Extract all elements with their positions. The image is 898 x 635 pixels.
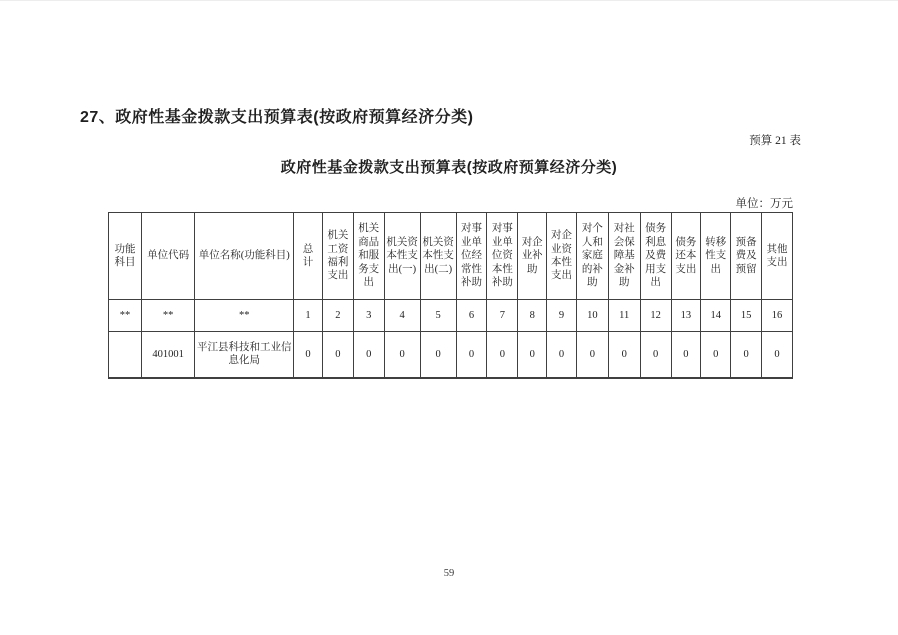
header-cell <box>456 213 487 300</box>
index-cell: 14 <box>701 300 731 332</box>
header-cell <box>701 213 731 300</box>
header-cell <box>353 213 384 300</box>
index-cell: 11 <box>608 300 640 332</box>
index-cell: 10 <box>576 300 608 332</box>
header-cell <box>420 213 456 300</box>
index-cell: ** <box>195 300 294 332</box>
data-cell: 0 <box>640 332 671 378</box>
index-cell: 3 <box>353 300 384 332</box>
header-cell <box>547 213 577 300</box>
index-cell: 6 <box>456 300 487 332</box>
data-cell: 0 <box>547 332 577 378</box>
column-index-row <box>109 300 793 332</box>
header-cell-label: 单位代码 <box>147 250 190 262</box>
data-cell: 401001 <box>141 332 194 378</box>
header-cell-label: 债务还本支出 <box>675 236 697 275</box>
page-number: 59 <box>443 568 455 579</box>
header-cell <box>141 213 194 300</box>
index-cell: 1 <box>294 300 323 332</box>
header-cell <box>576 213 608 300</box>
section-heading: 27、政府性基金拨款支出预算表(按政府预算经济分类) <box>80 109 474 126</box>
header-cell-label: 对事业单位资本性补助 <box>491 223 513 289</box>
header-cell <box>384 213 420 300</box>
index-cell: 9 <box>547 300 577 332</box>
header-cell <box>487 213 518 300</box>
table-row <box>109 332 793 378</box>
index-cell: 5 <box>420 300 456 332</box>
header-cell-label: 总计 <box>302 243 314 268</box>
data-cell: 0 <box>420 332 456 378</box>
data-cell: 0 <box>731 332 762 378</box>
unit-note: 单位：万元 <box>735 198 793 210</box>
index-cell: 8 <box>518 300 547 332</box>
header-cell-label: 对事业单位经常性补助 <box>461 223 483 289</box>
header-cell-label: 对企业补助 <box>521 236 543 275</box>
data-cell <box>109 332 142 378</box>
budget-table <box>108 212 793 379</box>
header-cell <box>608 213 640 300</box>
data-cell: 0 <box>518 332 547 378</box>
data-cell: 0 <box>576 332 608 378</box>
header-cell-label: 预备费及预留 <box>735 236 757 275</box>
data-cell: 0 <box>384 332 420 378</box>
header-cell <box>640 213 671 300</box>
header-row <box>109 213 793 300</box>
header-cell <box>731 213 762 300</box>
table-header <box>109 213 793 300</box>
index-cell: 12 <box>640 300 671 332</box>
index-cell: 4 <box>384 300 420 332</box>
header-cell <box>518 213 547 300</box>
header-cell-label: 机关资本性支出(二) <box>422 236 454 275</box>
index-cell: 15 <box>731 300 762 332</box>
data-cell: 0 <box>671 332 701 378</box>
header-cell <box>671 213 701 300</box>
header-cell-label: 机关商品和服务支出 <box>358 223 380 289</box>
header-cell <box>294 213 323 300</box>
page-top-border <box>0 0 898 1</box>
index-cell: ** <box>109 300 142 332</box>
table-title: 政府性基金拨款支出预算表(按政府预算经济分类) <box>280 159 618 176</box>
header-cell <box>322 213 353 300</box>
header-cell-label: 对个人和家庭的补助 <box>581 223 603 289</box>
header-cell-label: 功能科目 <box>114 243 136 268</box>
index-cell: ** <box>141 300 194 332</box>
header-cell-label: 机关工资福利支出 <box>327 230 349 282</box>
data-cell: 0 <box>701 332 731 378</box>
header-cell-label: 机关资本性支出(一) <box>386 236 418 275</box>
header-cell <box>762 213 793 300</box>
data-cell: 0 <box>294 332 323 378</box>
header-cell-label: 单位名称(功能科目) <box>198 250 290 262</box>
table-number-label: 预算 21 表 <box>749 135 801 147</box>
data-cell: 0 <box>322 332 353 378</box>
header-cell-label: 对企业资本性支出 <box>551 230 572 282</box>
header-cell-label: 债务利息及费用支出 <box>645 223 667 289</box>
header-cell-label: 转移性支出 <box>705 236 727 275</box>
data-cell: 0 <box>456 332 487 378</box>
table-body <box>109 300 793 378</box>
data-cell: 0 <box>608 332 640 378</box>
data-cell: 0 <box>762 332 793 378</box>
data-cell: 平江县科技和工业信息化局 <box>195 332 294 378</box>
index-cell: 13 <box>671 300 701 332</box>
header-cell-label: 对社会保障基金补助 <box>613 223 635 289</box>
data-cell: 0 <box>487 332 518 378</box>
header-cell-label: 其他支出 <box>766 243 788 268</box>
index-cell: 2 <box>322 300 353 332</box>
data-cell: 0 <box>353 332 384 378</box>
header-cell <box>195 213 294 300</box>
index-cell: 16 <box>762 300 793 332</box>
index-cell: 7 <box>487 300 518 332</box>
header-cell <box>109 213 142 300</box>
